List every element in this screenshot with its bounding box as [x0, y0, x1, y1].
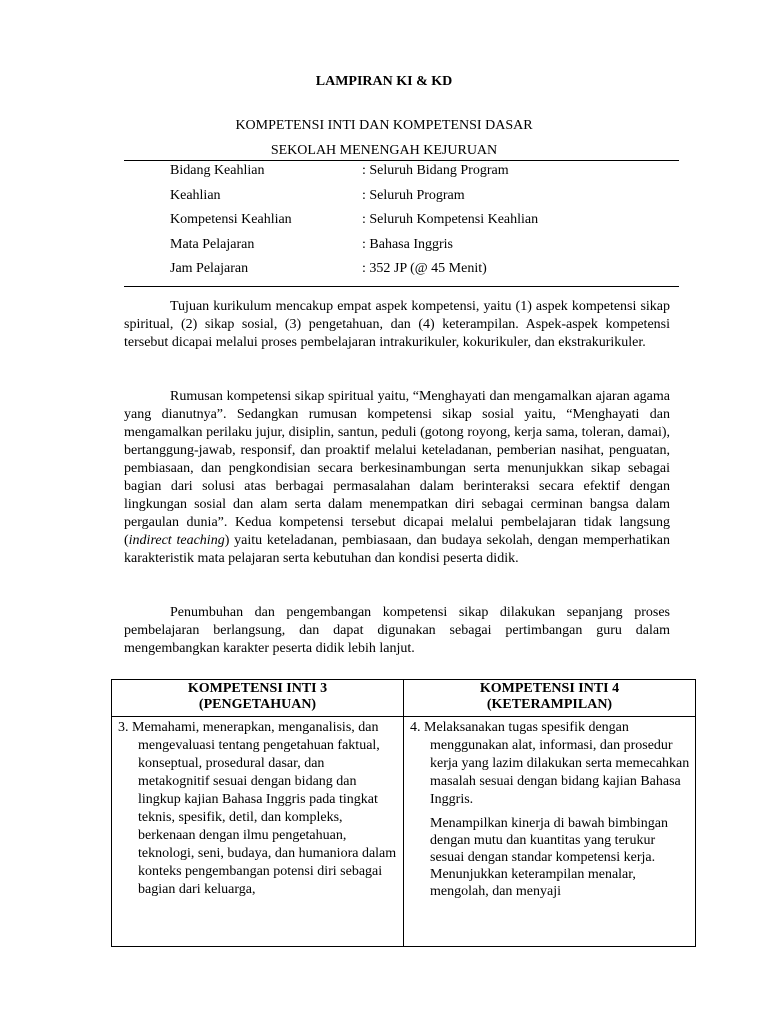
paragraph-text: Rumusan kompetensi sikap spiritual yaitu, “Menghayati dan mengamalkan ajaran agama yang dianutnya”. Sedangkan rumusan kompetensi sikap sosial yaitu, “Menghayati dan mengamalkan perilaku jujur, disiplin, santun, peduli (gotong royong, kerja sama, toleran, damai), bertanggung-jawab, responsif, dan proaktif melalui keteladanan, pemberian nasihat, penguatan, pembiasaan, dan pengkondisian secara berkesinambungan serta menunjukkan sikap sebagai bagian dari solusi atas berbagai permasalahan dalam berinteraksi secara efektif dengan lingkungan sosial dan alam serta dalam menempatkan diri sebagai cerminan bangsa dalam pergaulan dunia”. Kedua kompetensi tersebut dicapai melalui pembelajaran tidak langsung ( — [124, 389, 670, 548]
cell-ki3 — [112, 717, 404, 947]
header-ki4 — [404, 680, 696, 717]
document-subtitle-line2: SEKOLAH MENENGAH KEJURUAN — [270, 143, 498, 158]
paragraph-rumusan-kompetensi — [124, 388, 670, 568]
header-ki3-line2: (PENGETAHUAN) — [198, 697, 317, 712]
info-value: : 352 JP (@ 45 Menit) — [362, 261, 487, 276]
paragraph-italic-term: indirect teaching — [128, 533, 225, 548]
ki3-text: 3. Memahami, menerapkan, menganalisis, dan mengevaluasi tentang pengetahuan faktual, konseptual, prosedural dasar, dan metakognitif sesuai dengan bidang dan lingkup kajian Bahasa Inggris pada tingkat teknis, spesifik, detil, dan kompleks, berkenaan dengan ilmu pengetahuan, teknologi, seni, budaya, dan humaniora dalam konteks pengembangan potensi diri sebagai bagian dari keluarga, — [118, 720, 397, 897]
header-ki3 — [112, 680, 404, 717]
table-row — [112, 717, 696, 947]
document-title: LAMPIRAN KI & KD — [315, 74, 453, 89]
paragraph-tujuan-kurikulum: Tujuan kurikulum mencakup empat aspek kompetensi, yaitu (1) aspek kompetensi sikap spiritual, (2) sikap sosial, (3) pengetahuan, dan (4) keterampilan. Aspek-aspek kompetensi tersebut dicapai melalui proses pembelajaran intrakurikuler, kokurikuler, dan ekstrakurikuler. — [124, 299, 670, 350]
header-ki4-line1: KOMPETENSI INTI 4 — [479, 681, 620, 696]
table-header-row — [112, 680, 696, 717]
info-value: : Seluruh Program — [362, 188, 465, 203]
kompetensi-table — [111, 679, 696, 947]
paragraph-penumbuhan: Penumbuhan dan pengembangan kompetensi sikap dilakukan sepanjang proses pembelajaran berlangsung, dan dapat digunakan sebagai pertimbangan guru dalam mengembangkan karakter peserta didik lebih lanjut. — [124, 605, 670, 656]
ki4-text: 4. Melaksanakan tugas spesifik dengan menggunakan alat, informasi, dan prosedur kerja yang lazim dilakukan serta memecahkan masalah sesuai dengan bidang kajian Bahasa Inggris. — [410, 720, 690, 807]
document-subtitle-line1: KOMPETENSI INTI DAN KOMPETENSI DASAR — [235, 118, 533, 133]
info-top-rule — [124, 160, 679, 161]
header-ki4-line2: (KETERAMPILAN) — [486, 697, 613, 712]
info-bottom-rule — [124, 286, 679, 287]
info-value: : Bahasa Inggris — [362, 237, 453, 252]
info-value: : Seluruh Kompetensi Keahlian — [362, 212, 539, 227]
info-label: Mata Pelajaran — [170, 237, 255, 252]
info-label: Kompetensi Keahlian — [170, 212, 292, 227]
info-label: Keahlian — [170, 188, 221, 203]
ki4-text-continued: Menampilkan kinerja di bawah bimbingan dengan mutu dan kuantitas yang terukur sesuai dengan standar kompetensi kerja. Menunjukkan keterampilan menalar, mengolah, dan menyaji — [430, 816, 668, 899]
header-ki3-line1: KOMPETENSI INTI 3 — [187, 681, 328, 696]
info-label: Jam Pelajaran — [170, 261, 249, 276]
info-value: : Seluruh Bidang Program — [362, 163, 509, 178]
info-label: Bidang Keahlian — [170, 163, 265, 178]
cell-ki4 — [404, 717, 696, 947]
paragraph-text: ) yaitu keteladanan, pembiasaan, dan budaya sekolah, dengan memperhatikan karakteristik mata pelajaran serta kebutuhan dan kondisi peserta didik. — [124, 533, 671, 566]
